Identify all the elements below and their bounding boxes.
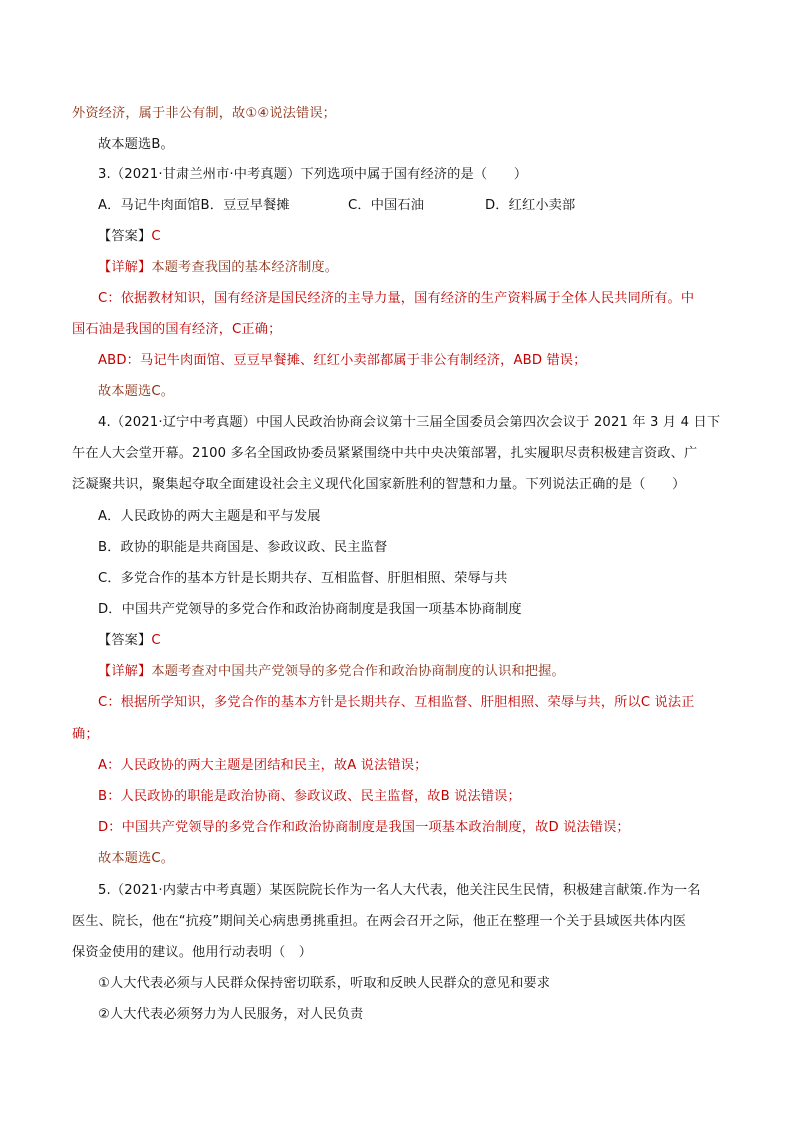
q4-detail-text: 本题考查对中国共产党领导的多党合作和政治协商制度的认识和把握。: [151, 664, 565, 679]
q3-detail: [98, 259, 338, 277]
q4-option-c: C．多党合作的基本方针是长期共存、互相监督、肝胆相照、荣辱与共: [98, 571, 508, 586]
q5-stem-line2: 医生、院长，他在“抗疫”期间关心病患勇挑重担。在两会召开之际，他正在整理一个关于县域医共体内医: [72, 914, 687, 929]
q4-option-d: D．中国共产党领导的多党合作和政治协商制度是我国一项基本协商制度: [98, 602, 522, 617]
q3-analysis-abd: ABD：马记牛肉面馆、豆豆早餐摊、红红小卖部都属于非公有制经济，ABD 错误；: [98, 353, 587, 368]
q3-answer-label: 【答案】: [98, 229, 152, 244]
q4-conclusion: 故本题选C。: [98, 851, 175, 866]
q3-analysis-c-line1: C：依据教材知识，国有经济是国民经济的主导力量，国有经济的生产资料属于全体人民共同所有。中: [98, 291, 695, 306]
q3-option-d: D．红红小卖部: [485, 198, 576, 213]
q4-option-b: B．政协的职能是共商国是、参政议政、民主监督: [98, 540, 388, 555]
q3-analysis-c-line2: 国石油是我国的国有经济，C正确；: [72, 322, 282, 337]
q5-item-1: ①人大代表必须与人民群众保持密切联系，听取和反映人民群众的意见和要求: [98, 976, 551, 991]
q4-detail: [98, 663, 565, 681]
q3-option-b-text: B．豆豆早餐摊: [200, 198, 290, 213]
q4-analysis-a: A：人民政协的两大主题是团结和民主，故A 说法错误；: [98, 758, 428, 773]
q2-conclusion: 故本题选B。: [98, 137, 174, 152]
q4-stem-line2: 午在人大会堂开幕。2100 多名全国政协委员紧紧围绕中共中央决策部署，扎实履职尽责积极建言资政、广: [72, 446, 698, 461]
q4-analysis-d: D：中国共产党领导的多党合作和政治协商制度是我国一项基本政治制度，故D 说法错误；: [98, 820, 630, 835]
q3-option-a-line: [98, 197, 290, 215]
q3-detail-text: 本题考查我国的基本经济制度。: [151, 260, 339, 275]
q5-item-2: ②人大代表必须努力为人民服务，对人民负责: [98, 1007, 364, 1022]
q2-tail-text: 外资经济，属于非公有制，故①④说法错误；: [72, 106, 337, 121]
q4-stem-line1: 4.（2021·辽宁中考真题）中国人民政治协商会议第十三届全国委员会第四次会议于 2021 年 3 月 4 日下: [98, 415, 721, 430]
q4-analysis-c-line2: 确；: [72, 727, 99, 742]
q4-answer-label: 【答案】: [98, 633, 152, 648]
q3-answer-value: C: [151, 229, 161, 244]
q3-option-c: C．中国石油: [348, 198, 425, 213]
q4-answer: [98, 632, 161, 650]
q3-option-a-text: A．马记牛肉面馆: [98, 198, 201, 213]
q5-stem-line1: 5.（2021·内蒙古中考真题）某医院院长作为一名人大代表，他关注民生民情，积极建言献策.作为一名: [98, 883, 701, 898]
q3-stem: 3.（2021·甘肃兰州市·中考真题）下列选项中属于国有经济的是（ ）: [98, 167, 528, 182]
q4-detail-label: 【详解】: [98, 664, 152, 679]
q3-answer: [98, 228, 161, 246]
q5-stem-line3: 保资金使用的建议。他用行动表明（ ）: [72, 945, 313, 960]
q3-detail-label: 【详解】: [98, 260, 152, 275]
q4-stem-line3: 泛凝聚共识，聚集起夺取全面建设社会主义现代化国家新胜利的智慧和力量。下列说法正确的是（ ）: [72, 477, 686, 492]
q4-answer-value: C: [151, 633, 161, 648]
q4-option-a: A．人民政协的两大主题是和平与发展: [98, 509, 321, 524]
q3-conclusion: 故本题选C。: [98, 384, 175, 399]
q4-analysis-c-line1: C：根据所学知识，多党合作的基本方针是长期共存、互相监督、肝胆相照、荣辱与共，所以C 说法正: [98, 695, 695, 710]
q4-analysis-b: B：人民政协的职能是政治协商、参政议政、民主监督，故B 说法错误；: [98, 789, 521, 804]
